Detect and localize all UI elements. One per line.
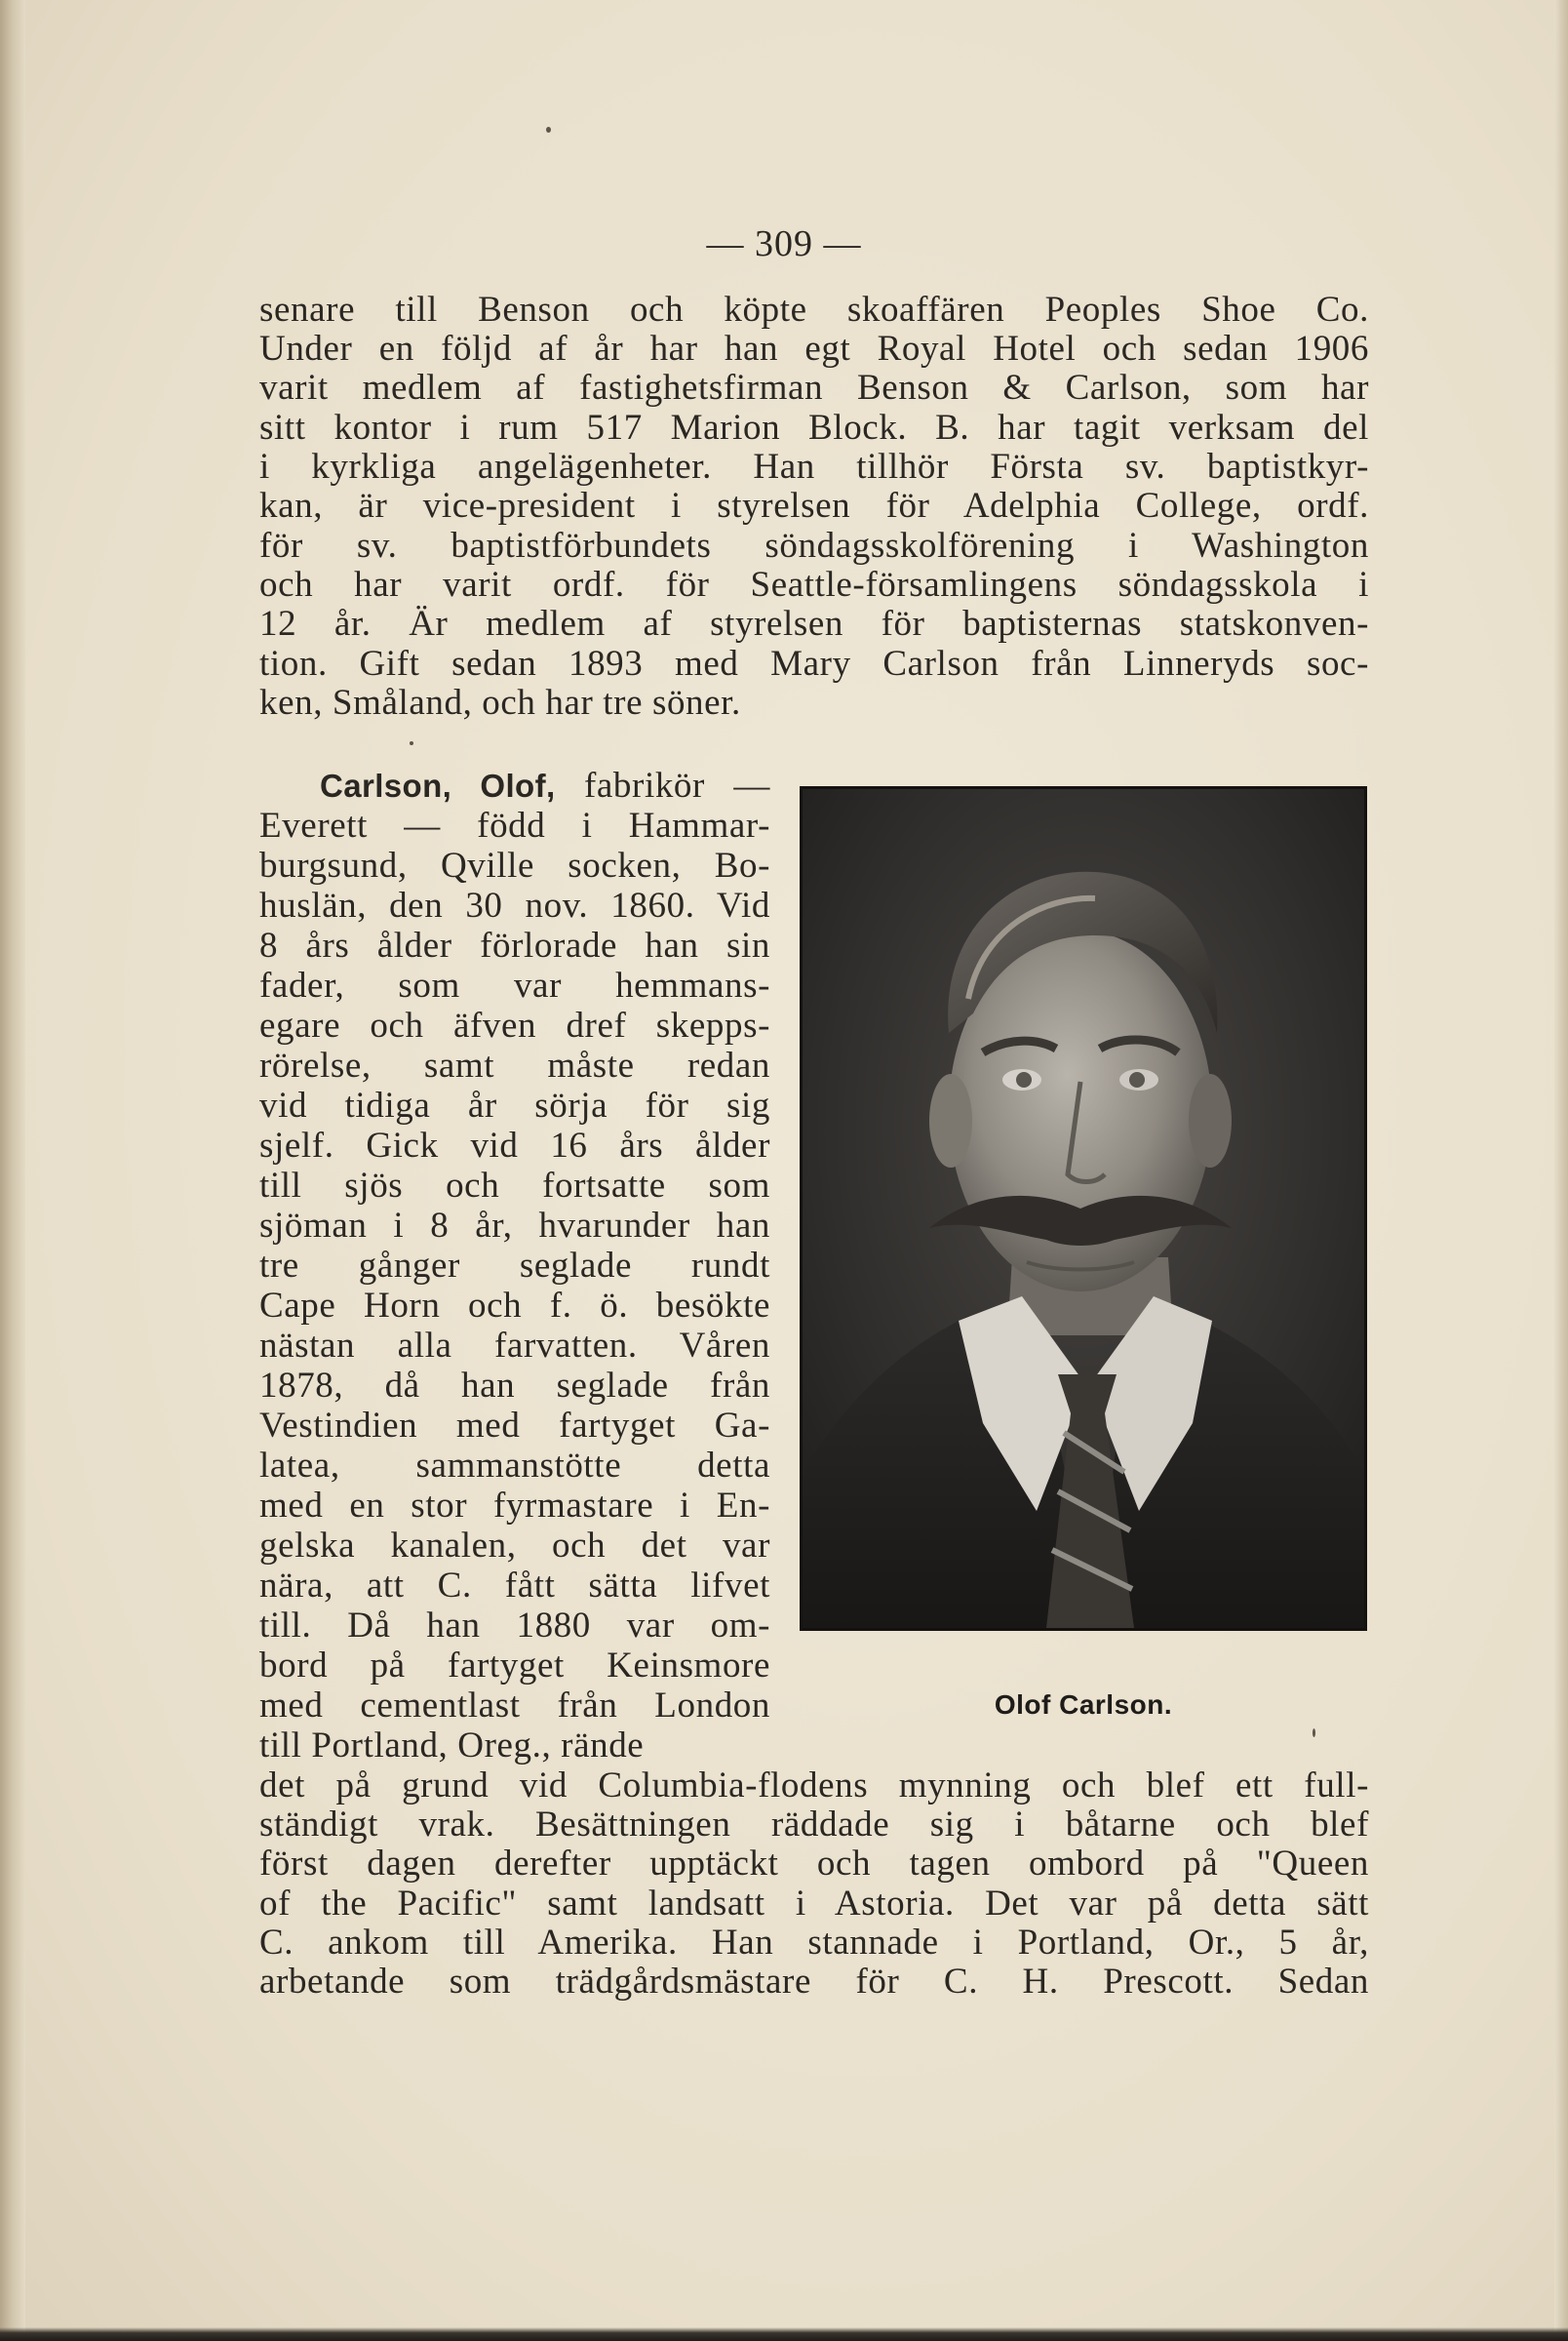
text-line: till Portland, Oreg., rände [259, 1726, 645, 1766]
portrait-caption: Olof Carlson. [994, 1689, 1173, 1720]
text-line: för sv. baptistförbundets söndagsskolförening i Washington [259, 526, 1369, 566]
text-line: först dagen derefter upptäckt och tagen ombord på "Queen [259, 1844, 1369, 1884]
text-line: med cementlast från London [259, 1686, 770, 1726]
paper-speck [546, 127, 551, 133]
entry-occupation: fabrikör — [555, 766, 770, 806]
page-right-edge [1554, 0, 1568, 2341]
text-line: 8 års ålder förlorade han sin [259, 926, 770, 966]
text-line: bord på fartyget Keinsmore [259, 1646, 770, 1686]
text-line: egare och äfven dref skepps- [259, 1006, 770, 1046]
text-line: sjöman i 8 år, hvarunder han [259, 1206, 770, 1246]
page-number: — 309 — [706, 223, 862, 264]
text-line: C. ankom till Amerika. Han stannade i Portland, Or., 5 år, [259, 1923, 1369, 1963]
text-line: vid tidiga år sörja för sig [259, 1086, 770, 1126]
text-line: arbetande som trädgårdsmästare för C. H. Prescott. Sedan [259, 1962, 1369, 2002]
text-line: 1878, då han seglade från [259, 1366, 770, 1406]
text-line: med en stor fyrmastare i En- [259, 1486, 770, 1526]
paper-speck [410, 741, 413, 745]
text-line: tion. Gift sedan 1893 med Mary Carlson från Linneryds soc- [259, 644, 1369, 684]
text-line: Everett — född i Hammar- [259, 806, 770, 846]
page-bottom-edge [0, 2327, 1568, 2341]
entry-heading-line [320, 767, 770, 806]
portrait-photo [800, 786, 1367, 1631]
text-line: i kyrkliga angelägenheter. Han tillhör Första sv. baptistkyr- [259, 447, 1369, 487]
text-line: sjelf. Gick vid 16 års ålder [259, 1126, 770, 1166]
text-line: nästan alla farvatten. Våren [259, 1326, 770, 1366]
text-line: Under en följd af år har han egt Royal Hotel och sedan 1906 [259, 329, 1369, 369]
text-line: till sjös och fortsatte som [259, 1166, 770, 1206]
text-line: rörelse, samt måste redan [259, 1046, 770, 1086]
text-line: burgsund, Qville socken, Bo- [259, 846, 770, 886]
text-line: och har varit ordf. för Seattle-församlingens söndagsskola i [259, 565, 1369, 605]
text-line: nära, att C. fått sätta lifvet [259, 1566, 770, 1606]
portrait-illustration [803, 789, 1364, 1628]
text-line: ständigt vrak. Besättningen räddade sig i båtarne och blef [259, 1805, 1369, 1845]
text-line: varit medlem af fastighetsfirman Benson & Carlson, som har [259, 368, 1369, 408]
page-gutter-shadow [0, 0, 25, 2341]
text-line: latea, sammanstötte detta [259, 1446, 770, 1486]
text-line: 12 år. Är medlem af styrelsen för baptisternas statskonven- [259, 604, 1369, 644]
text-line: Cape Horn och f. ö. besökte [259, 1286, 770, 1326]
text-line: kan, är vice-president i styrelsen för Adelphia College, ordf. [259, 486, 1369, 526]
entry-name: Carlson, Olof, [320, 768, 556, 804]
text-line: det på grund vid Columbia-flodens mynning och blef ett full- [259, 1766, 1369, 1805]
text-line: sitt kontor i rum 517 Marion Block. B. har tagit verksam del [259, 408, 1369, 448]
paper-speck [1313, 1728, 1315, 1737]
text-line: senare till Benson och köpte skoaffären Peoples Shoe Co. [259, 290, 1369, 330]
text-line: huslän, den 30 nov. 1860. Vid [259, 886, 770, 926]
text-line: fader, som var hemmans- [259, 966, 770, 1006]
text-line: of the Pacific" samt landsatt i Astoria. Det var på detta sätt [259, 1884, 1369, 1924]
text-line: tre gånger seglade rundt [259, 1246, 770, 1286]
text-line: till. Då han 1880 var om- [259, 1606, 770, 1646]
text-line: Vestindien med fartyget Ga- [259, 1406, 770, 1446]
text-line: ken, Småland, och har tre söner. [259, 683, 741, 723]
text-line: gelska kanalen, och det var [259, 1526, 770, 1566]
